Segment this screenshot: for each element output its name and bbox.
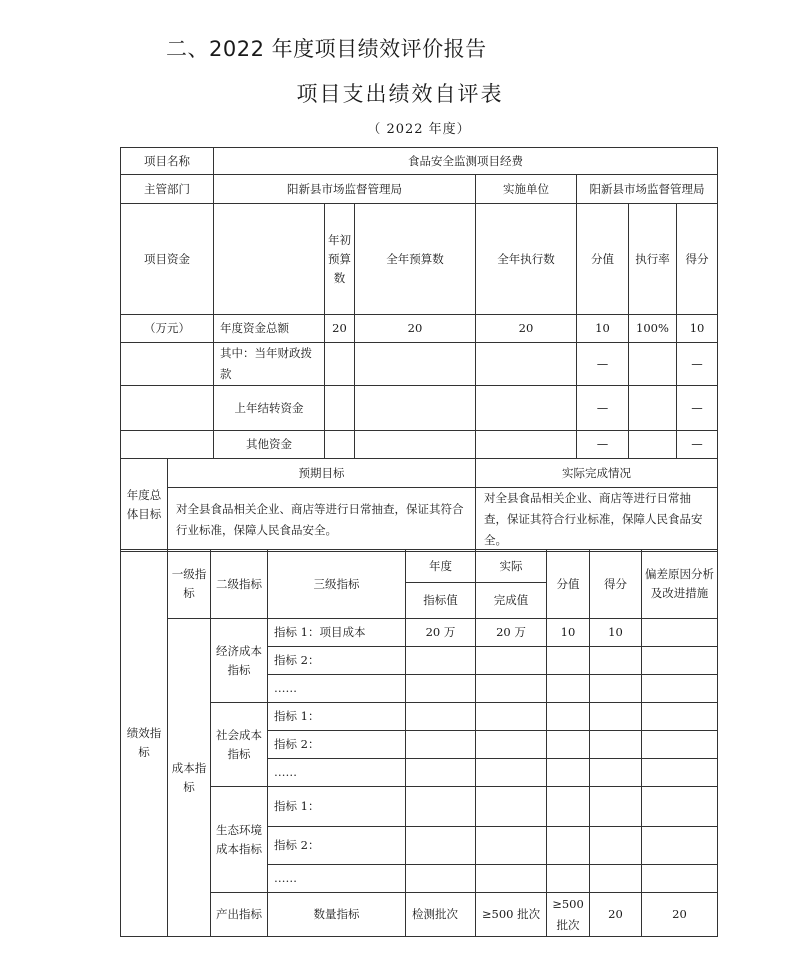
indicator-score-value bbox=[547, 759, 590, 787]
header-score: 得分 bbox=[677, 204, 718, 315]
goals-table bbox=[120, 458, 718, 552]
fund-cell: 100% bbox=[629, 315, 677, 343]
indicator-score bbox=[590, 759, 642, 787]
indicator-deviation bbox=[642, 787, 718, 827]
impl-value: 阳新县市场监督管理局 bbox=[577, 175, 718, 204]
indicator-score-value bbox=[547, 731, 590, 759]
header-actual-top: 实际 bbox=[476, 550, 547, 583]
fund-row-label: 其中：当年财政拨款 bbox=[214, 343, 325, 386]
header-actual-bottom: 完成值 bbox=[476, 583, 547, 619]
indicator-annual bbox=[406, 787, 476, 827]
fund-cell bbox=[355, 431, 476, 459]
fund-cell: — bbox=[577, 343, 629, 386]
indicator-annual bbox=[406, 731, 476, 759]
header-level1: 一级指标 bbox=[168, 550, 211, 619]
fund-cell bbox=[476, 386, 577, 431]
fund-cell: 20 bbox=[476, 315, 577, 343]
indicator-annual bbox=[406, 865, 476, 893]
dept-label: 主管部门 bbox=[121, 175, 214, 204]
fund-row-label: 年度资金总额 bbox=[214, 315, 325, 343]
indicator-actual bbox=[476, 759, 547, 787]
fund-cell: — bbox=[677, 386, 718, 431]
header-score: 得分 bbox=[590, 550, 642, 619]
header-full-budget: 全年预算数 bbox=[355, 204, 476, 315]
indicator-annual: 20 万 bbox=[406, 619, 476, 647]
indicator-name: 指标 2： bbox=[268, 647, 406, 675]
indicator-actual bbox=[476, 703, 547, 731]
indicator-score: 20 bbox=[642, 893, 718, 937]
indicator-name: 指标 2： bbox=[268, 731, 406, 759]
impl-label: 实施单位 bbox=[476, 175, 577, 204]
indicator-score bbox=[590, 675, 642, 703]
indicator-name: 检测批次 bbox=[406, 893, 476, 937]
indicator-score: 10 bbox=[590, 619, 642, 647]
indicator-deviation bbox=[642, 865, 718, 893]
indicators-label: 绩效指标 bbox=[121, 550, 168, 937]
indicator-score-value bbox=[547, 865, 590, 893]
funds-label: 项目资金 bbox=[121, 204, 214, 315]
goals-label: 年度总体目标 bbox=[121, 459, 168, 552]
indicator-name: …… bbox=[268, 675, 406, 703]
quantity-indicator-label: 数量指标 bbox=[268, 893, 406, 937]
indicator-deviation bbox=[642, 619, 718, 647]
indicator-deviation bbox=[642, 675, 718, 703]
fund-cell: — bbox=[577, 431, 629, 459]
indicator-score bbox=[590, 731, 642, 759]
indicator-annual bbox=[406, 759, 476, 787]
form-year: （ 2022 年度） bbox=[367, 122, 471, 137]
eco-cost-label: 生态环境成本指标 bbox=[211, 787, 268, 893]
indicator-actual bbox=[476, 731, 547, 759]
header-executed: 全年执行数 bbox=[476, 204, 577, 315]
social-cost-label: 社会成本指标 bbox=[211, 703, 268, 787]
funds-unit: （万元） bbox=[121, 315, 214, 343]
indicator-name: 指标 1： bbox=[268, 703, 406, 731]
indicator-deviation bbox=[642, 731, 718, 759]
indicator-score bbox=[590, 787, 642, 827]
indicator-deviation bbox=[642, 759, 718, 787]
indicator-actual bbox=[476, 647, 547, 675]
indicator-score bbox=[590, 703, 642, 731]
project-name-value: 食品安全监测项目经费 bbox=[214, 148, 718, 175]
fund-cell: — bbox=[577, 386, 629, 431]
header-level3: 三级指标 bbox=[268, 550, 406, 619]
fund-cell: — bbox=[677, 343, 718, 386]
fund-cell bbox=[476, 431, 577, 459]
indicator-score-value: 20 bbox=[590, 893, 642, 937]
fund-row-label: 其他资金 bbox=[214, 431, 325, 459]
econ-cost-label: 经济成本指标 bbox=[211, 619, 268, 703]
fund-cell: 20 bbox=[325, 315, 355, 343]
indicator-annual bbox=[406, 675, 476, 703]
indicator-score-value: 10 bbox=[547, 619, 590, 647]
fund-cell: 10 bbox=[577, 315, 629, 343]
indicator-deviation bbox=[642, 827, 718, 865]
indicator-annual: ≥500 批次 bbox=[476, 893, 547, 937]
actual-goal: 对全县食品相关企业、商店等进行日常抽查，保证其符合行业标准，保障人民食品安全。 bbox=[476, 488, 718, 552]
indicator-score-value bbox=[547, 787, 590, 827]
indicator-actual: ≥500 批次 bbox=[547, 893, 590, 937]
fund-cell bbox=[325, 431, 355, 459]
funds-header-blank bbox=[214, 204, 325, 315]
expected-goal: 对全县食品相关企业、商店等进行日常抽查，保证其符合行业标准，保障人民食品安全。 bbox=[168, 488, 476, 552]
indicator-deviation bbox=[642, 703, 718, 731]
indicator-name: …… bbox=[268, 759, 406, 787]
fund-cell: 10 bbox=[677, 315, 718, 343]
actual-header: 实际完成情况 bbox=[476, 459, 718, 488]
fund-cell bbox=[629, 431, 677, 459]
header-score-value: 分值 bbox=[577, 204, 629, 315]
expected-header: 预期目标 bbox=[168, 459, 476, 488]
indicator-actual: 20 万 bbox=[476, 619, 547, 647]
indicator-score-value bbox=[547, 703, 590, 731]
header-level2: 二级指标 bbox=[211, 550, 268, 619]
fund-cell bbox=[629, 386, 677, 431]
header-deviation: 偏差原因分析及改进措施 bbox=[642, 550, 718, 619]
fund-cell bbox=[629, 343, 677, 386]
output-indicator-label: 产出指标 bbox=[211, 893, 268, 937]
indicator-actual bbox=[476, 827, 547, 865]
indicator-name: 指标 1：项目成本 bbox=[268, 619, 406, 647]
indicator-name: …… bbox=[268, 865, 406, 893]
section-heading: 二、2022 年度项目绩效评价报告 bbox=[166, 37, 487, 61]
cost-indicator-label: 成本指标 bbox=[168, 619, 211, 937]
funds-table bbox=[120, 147, 718, 459]
indicator-score-value bbox=[547, 827, 590, 865]
indicator-actual bbox=[476, 787, 547, 827]
indicator-annual bbox=[406, 647, 476, 675]
fund-cell bbox=[355, 386, 476, 431]
header-score-value: 分值 bbox=[547, 550, 590, 619]
fund-cell bbox=[476, 343, 577, 386]
indicator-score-value bbox=[547, 675, 590, 703]
indicator-score bbox=[590, 865, 642, 893]
fund-cell: 20 bbox=[355, 315, 476, 343]
indicator-actual bbox=[476, 865, 547, 893]
fund-row-label: 上年结转资金 bbox=[214, 386, 325, 431]
funds-blank bbox=[121, 343, 214, 386]
project-name-label: 项目名称 bbox=[121, 148, 214, 175]
fund-cell bbox=[355, 343, 476, 386]
fund-cell bbox=[325, 343, 355, 386]
fund-cell bbox=[325, 386, 355, 431]
indicator-score bbox=[590, 647, 642, 675]
indicator-name: 指标 2： bbox=[268, 827, 406, 865]
fund-cell: — bbox=[677, 431, 718, 459]
header-initial-budget: 年初预算数 bbox=[325, 204, 355, 315]
form-title: 项目支出绩效自评表 bbox=[296, 82, 504, 106]
header-annual-bottom: 指标值 bbox=[406, 583, 476, 619]
indicator-deviation bbox=[642, 647, 718, 675]
dept-value: 阳新县市场监督管理局 bbox=[214, 175, 476, 204]
indicator-annual bbox=[406, 703, 476, 731]
indicators-table bbox=[120, 549, 718, 937]
indicator-score bbox=[590, 827, 642, 865]
funds-blank bbox=[121, 386, 214, 431]
indicator-annual bbox=[406, 827, 476, 865]
funds-blank bbox=[121, 431, 214, 459]
indicator-name: 指标 1： bbox=[268, 787, 406, 827]
indicator-score-value bbox=[547, 647, 590, 675]
header-exec-rate: 执行率 bbox=[629, 204, 677, 315]
indicator-actual bbox=[476, 675, 547, 703]
header-annual-top: 年度 bbox=[406, 550, 476, 583]
